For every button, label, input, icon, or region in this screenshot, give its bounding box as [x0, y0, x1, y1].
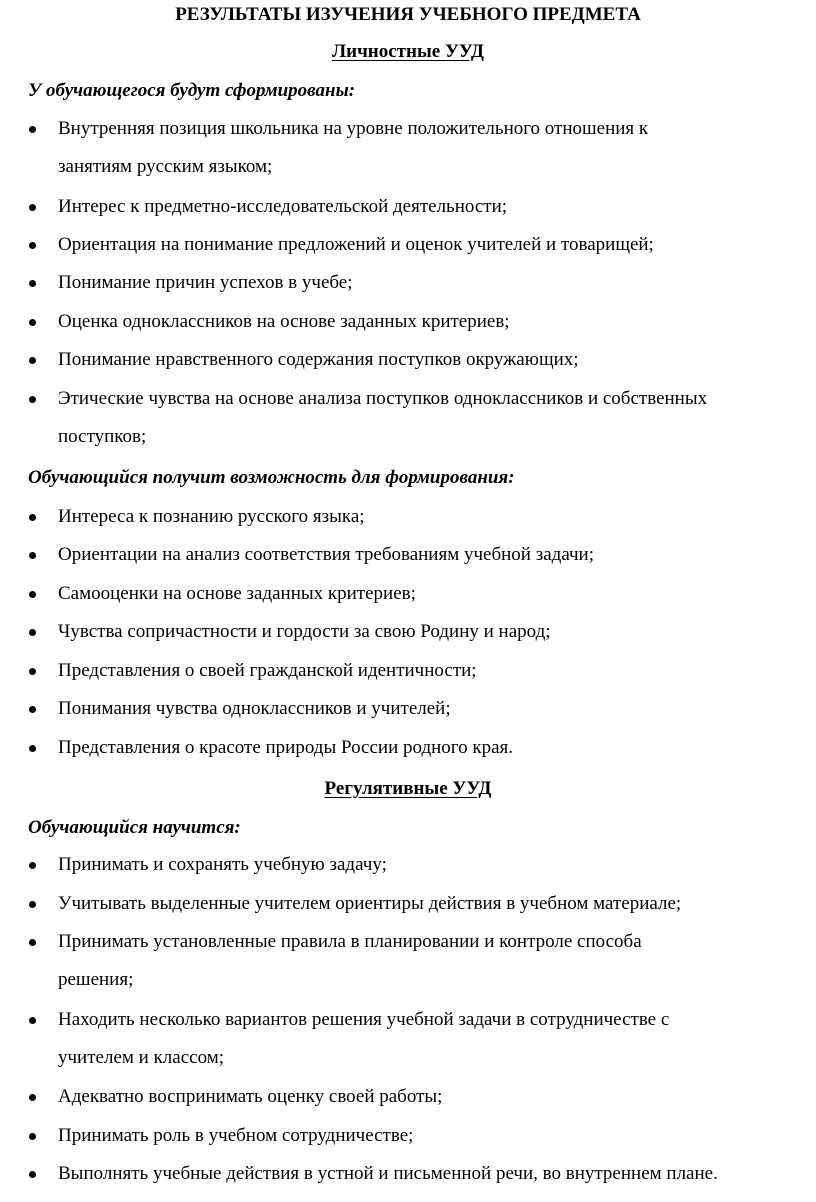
- list-item-text: [58, 543, 810, 581]
- list-item-text: [58, 853, 810, 891]
- list-item-text: [58, 310, 810, 348]
- bullet-icon: [27, 853, 39, 877]
- bullet-icon: [27, 1124, 39, 1148]
- list-item-line: Выполнять учебные действия в устной и письменной речи, во внутреннем плане.: [58, 1163, 718, 1184]
- list-item-line: занятиям русским языком;: [58, 156, 273, 177]
- bullet-icon: [27, 271, 39, 295]
- bullet-icon: [27, 310, 39, 334]
- list-item-text: [58, 505, 810, 543]
- list-item-line: Принимать установленные правила в планировании и контроле способа: [58, 931, 642, 952]
- list-item-line: Понимание нравственного содержания поступков окружающих;: [58, 349, 579, 370]
- list-item-text: [58, 659, 810, 697]
- list-item-text: [58, 892, 810, 930]
- section-heading-personal: Личностные УУД: [331, 41, 485, 62]
- list-item-text: [58, 1162, 810, 1200]
- bullet-icon: [27, 659, 39, 683]
- bullet-icon: [27, 195, 39, 219]
- subheading-learn: Обучающийся научится:: [28, 817, 241, 838]
- bullet-icon: [27, 1162, 39, 1186]
- list-item-text: [58, 387, 810, 463]
- bullet-icon: [27, 892, 39, 916]
- list-item-line: Ориентации на анализ соответствия требованиям учебной задачи;: [58, 544, 595, 565]
- list-item-text: [58, 620, 810, 658]
- list-item-text: [58, 117, 810, 193]
- bullet-icon: [27, 505, 39, 529]
- list-item-line: Находить несколько вариантов решения учебной задачи в сотрудничестве с: [58, 1009, 670, 1030]
- bullet-icon: [27, 543, 39, 567]
- list-item-line: Представления о красоте природы России родного края.: [58, 737, 514, 758]
- list-item-line: Интерес к предметно-исследовательской деятельности;: [58, 196, 508, 217]
- list-item-text: [58, 271, 810, 309]
- list-item-line: Интереса к познанию русского языка;: [58, 506, 365, 527]
- list-item-line: Оценка одноклассников на основе заданных критериев;: [58, 311, 510, 332]
- bullet-icon: [27, 117, 39, 141]
- bullet-icon: [27, 1008, 39, 1032]
- list-item-text: [58, 1124, 810, 1162]
- list-item-text: [58, 348, 810, 386]
- bullet-icon: [27, 233, 39, 257]
- list-item-text: [58, 582, 810, 620]
- list-item-text: [58, 195, 810, 233]
- list-item-line: Внутренняя позиция школьника на уровне положительного отношения к: [58, 118, 649, 139]
- list-item-text: [58, 233, 810, 271]
- list-item-line: Ориентация на понимание предложений и оценок учителей и товарищей;: [58, 234, 654, 255]
- list-item-line: учителем и классом;: [58, 1047, 225, 1068]
- subheading-formed: У обучающегося будут сформированы:: [28, 80, 356, 101]
- list-item-line: Учитывать выделенные учителем ориентиры действия в учебном материале;: [58, 893, 682, 914]
- bullet-icon: [27, 620, 39, 644]
- list-item-line: Принимать роль в учебном сотрудничестве;: [58, 1125, 414, 1146]
- section-heading-regulative: Регулятивные УУД: [324, 778, 492, 799]
- bullet-icon: [27, 930, 39, 954]
- list-item-text: [58, 736, 810, 774]
- bullet-icon: [27, 697, 39, 721]
- bullet-icon: [27, 348, 39, 372]
- bullet-icon: [27, 1085, 39, 1109]
- list-item-text: [58, 1008, 810, 1084]
- page-title: РЕЗУЛЬТАТЫ ИЗУЧЕНИЯ УЧЕБНОГО ПРЕДМЕТА: [175, 4, 641, 25]
- list-item-line: поступков;: [58, 426, 147, 447]
- list-item-line: Адекватно воспринимать оценку своей работы;: [58, 1086, 443, 1107]
- list-item-text: [58, 697, 810, 735]
- bullet-icon: [27, 582, 39, 606]
- list-item-line: Самооценки на основе заданных критериев;: [58, 583, 416, 604]
- bullet-icon: [27, 736, 39, 760]
- list-item-line: Понимания чувства одноклассников и учителей;: [58, 698, 451, 719]
- list-item-line: решения;: [58, 969, 134, 990]
- list-item-line: Этические чувства на основе анализа поступков одноклассников и собственных: [58, 388, 708, 409]
- list-item-text: [58, 1085, 810, 1123]
- bullet-icon: [27, 387, 39, 411]
- subheading-opportunity: Обучающийся получит возможность для формирования:: [28, 467, 515, 488]
- list-item-line: Принимать и сохранять учебную задачу;: [58, 854, 387, 875]
- list-item-line: Понимание причин успехов в учебе;: [58, 272, 353, 293]
- list-item-line: Представления о своей гражданской идентичности;: [58, 660, 477, 681]
- list-item-text: [58, 930, 810, 1006]
- list-item-line: Чувства сопричастности и гордости за свою Родину и народ;: [58, 621, 551, 642]
